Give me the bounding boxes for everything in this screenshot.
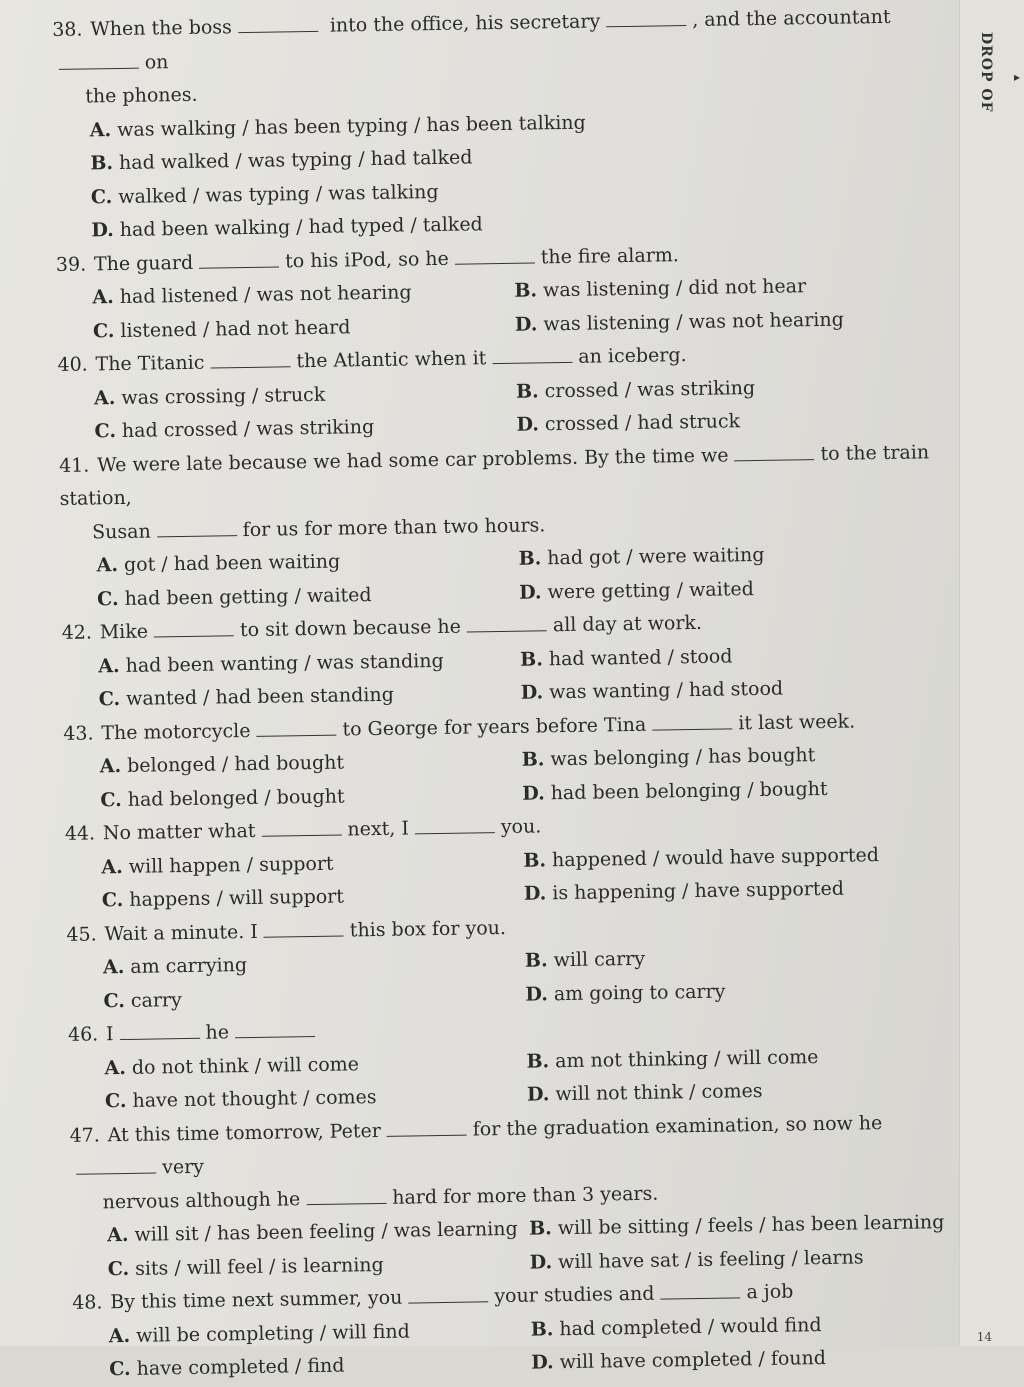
stem-text: it last week. — [738, 709, 856, 734]
option-text: had been getting / waited — [124, 583, 372, 610]
stem-text: to his iPod, so he — [284, 247, 449, 272]
stem-text: all day at work. — [552, 611, 703, 637]
option-d — [531, 1340, 953, 1380]
option-letter: B. — [530, 1317, 554, 1341]
question-46 — [68, 1005, 949, 1119]
question-number: 46. — [67, 1023, 99, 1046]
option-text: belonged / had bought — [127, 751, 345, 777]
question-48 — [72, 1273, 953, 1387]
option-text: is happening / have supported — [552, 877, 845, 905]
option-text: will carry — [553, 947, 646, 972]
option-letter: C. — [97, 587, 119, 610]
stem-text: At this time tomorrow, Peter — [107, 1119, 381, 1146]
stem-text: By this time next summer, you — [110, 1286, 403, 1314]
option-letter: D. — [91, 219, 114, 242]
question-number: 47. — [69, 1123, 101, 1147]
answer-blank — [235, 1035, 315, 1038]
stem-text: this box for you. — [349, 916, 507, 941]
stem-text: Wait a minute. I — [104, 920, 259, 945]
option-letter: A. — [104, 1056, 127, 1079]
answer-blank — [306, 1201, 386, 1204]
answer-blank — [606, 24, 686, 27]
side-tab-arrow-icon: ▸ — [1013, 70, 1020, 84]
question-39 — [56, 235, 937, 349]
stem-text: The guard — [93, 251, 194, 275]
stem-text: the Atlantic when it — [296, 347, 487, 373]
stem-text: to sit down because he — [239, 615, 462, 642]
side-tab-label: DROP OF — [978, 32, 994, 113]
stem-continuation: the phones. — [85, 83, 198, 108]
option-letter: C. — [90, 185, 113, 208]
question-number: 44. — [64, 822, 96, 845]
option-letter: C. — [92, 319, 115, 342]
option-text: will be completing / will find — [135, 1320, 411, 1347]
option-text: was belonging / has bought — [550, 744, 816, 771]
option-text: had got / were waiting — [547, 543, 765, 570]
question-number: 41. — [58, 453, 90, 477]
stem-text: Mike — [99, 620, 149, 644]
question-44 — [65, 804, 946, 918]
option-letter: A. — [108, 1324, 131, 1347]
question-number: 40. — [57, 353, 88, 376]
stem-text: for us for more than two hours. — [242, 513, 546, 541]
question-number: 48. — [72, 1291, 103, 1314]
option-letter: B. — [523, 848, 547, 872]
option-text: crossed / was striking — [544, 376, 756, 402]
option-letter: A. — [98, 654, 120, 677]
option-letter: A. — [99, 755, 122, 778]
option-letter: D. — [523, 882, 547, 905]
answer-blank — [257, 733, 337, 736]
option-letter: D. — [526, 1083, 550, 1106]
answer-blank — [210, 365, 290, 368]
question-42 — [61, 603, 942, 717]
option-letter: A. — [107, 1223, 129, 1247]
option-letter: D. — [531, 1351, 554, 1374]
option-text: will sit / has been feeling / was learning — [134, 1217, 518, 1246]
stem-text: next, I — [347, 817, 410, 841]
question-number: 45. — [66, 922, 97, 946]
option-text: crossed / had struck — [544, 410, 741, 436]
answer-blank — [157, 534, 237, 537]
stem-text: No matter what — [102, 819, 256, 845]
option-letter: B. — [520, 647, 544, 671]
answer-blank — [264, 934, 344, 937]
option-letter: A. — [93, 386, 116, 409]
option-letter: C. — [109, 1357, 131, 1381]
answer-blank — [120, 1037, 200, 1040]
answer-blank — [652, 727, 732, 730]
stem-text: to the train station, — [59, 440, 930, 510]
stem-text: The motorcycle — [101, 719, 251, 744]
answer-blank — [154, 634, 234, 637]
option-text: was listening / was not hearing — [543, 308, 844, 335]
option-text: had been wanting / was standing — [125, 649, 444, 677]
option-text: had crossed / was striking — [121, 415, 375, 442]
option-letter: B. — [90, 152, 114, 175]
question-number: 39. — [55, 252, 87, 276]
stem-text: Susan — [91, 520, 151, 543]
stem-text: into the office, his secretary — [329, 10, 601, 37]
option-text: had been belonging / bought — [550, 777, 828, 804]
stem-text: an iceberg. — [578, 344, 687, 368]
answer-blank — [492, 361, 572, 364]
option-text: sits / will feel / is learning — [134, 1253, 384, 1280]
answer-blank — [387, 1133, 467, 1136]
option-letter: C. — [100, 788, 122, 811]
question-45 — [66, 905, 947, 1019]
option-text: am carrying — [130, 954, 248, 978]
option-text: will have sat / is feeling / learns — [557, 1245, 864, 1273]
option-letter: A. — [102, 955, 125, 979]
answer-blank — [59, 66, 139, 69]
option-letter: D. — [516, 413, 540, 436]
stem-text: you. — [500, 815, 542, 839]
question-number: 38. — [52, 18, 83, 41]
option-text: have completed / find — [136, 1354, 345, 1380]
stem-text: on — [144, 50, 169, 74]
stem-text: The Titanic — [95, 351, 205, 376]
option-letter: C. — [104, 1089, 127, 1113]
answer-blank — [408, 1300, 488, 1303]
answer-blank — [661, 1296, 741, 1299]
answer-blank — [262, 834, 342, 837]
option-text: happened / would have supported — [551, 843, 880, 871]
stem-text: your studies and — [494, 1282, 655, 1308]
stem-text: very — [161, 1155, 205, 1179]
side-tab — [959, 0, 1024, 1346]
option-text: am going to carry — [553, 980, 726, 1005]
answer-blank — [415, 831, 495, 834]
answer-blank — [467, 629, 547, 632]
option-list — [73, 1307, 954, 1387]
option-text: will be sitting / feels / has been learning — [557, 1211, 945, 1240]
option-text: am not thinking / will come — [555, 1045, 819, 1072]
stem-text: to George for years before Tina — [342, 713, 647, 741]
option-letter: D. — [525, 982, 549, 1006]
option-text: will not think / comes — [555, 1079, 763, 1106]
question-43 — [63, 704, 944, 818]
option-letter: C. — [107, 1257, 130, 1280]
question-47 — [69, 1106, 952, 1287]
answer-blank — [199, 265, 279, 268]
answer-blank — [735, 458, 815, 461]
question-38 — [52, 0, 936, 248]
option-text: had listened / was not hearing — [119, 281, 412, 308]
option-letter: B. — [514, 279, 538, 302]
option-letter: D. — [522, 781, 545, 805]
option-text: listened / had not heard — [120, 315, 351, 342]
option-letter: B. — [528, 1217, 552, 1240]
option-text: happens / will support — [129, 885, 345, 911]
option-text: had wanted / stood — [548, 644, 733, 670]
stem-text: a job — [746, 1280, 794, 1304]
option-letter: A. — [101, 855, 123, 878]
answer-blank — [455, 261, 535, 264]
option-text: got / had been waiting — [123, 550, 341, 576]
option-text: had completed / would find — [559, 1313, 822, 1340]
option-letter: A. — [96, 554, 119, 577]
option-text: will happen / support — [128, 852, 334, 878]
option-text: was wanting / had stood — [548, 677, 784, 704]
stem-text: for the graduation examination, so now he — [472, 1111, 883, 1141]
option-letter: A. — [92, 286, 114, 309]
stem-text: When the boss — [90, 16, 232, 41]
option-text: have not thought / comes — [132, 1086, 377, 1112]
option-letter: C. — [94, 420, 117, 443]
option-letter: B. — [515, 379, 539, 403]
stem-text: We were late because we had some car problems. By the time we — [96, 443, 729, 476]
option-text: walked / was typing / was talking — [118, 180, 439, 208]
stem-text: nervous although he — [102, 1187, 301, 1213]
option-letter: D. — [518, 580, 542, 604]
stem-text: the fire alarm. — [540, 243, 680, 268]
option-text: wanted / had been standing — [126, 683, 394, 710]
answer-blank — [76, 1172, 156, 1175]
option-text: was walking / has been typing / has been talking — [117, 111, 586, 141]
stem-text: , and the accountant — [692, 5, 891, 31]
option-c — [109, 1347, 531, 1387]
option-text: had been walking / had typed / talked — [119, 213, 483, 241]
question-list — [52, 0, 953, 1387]
option-text: do not think / will come — [131, 1052, 360, 1079]
page-number: 14 — [976, 1330, 992, 1344]
option-text: was crossing / struck — [121, 383, 326, 409]
option-text: was listening / did not hear — [542, 275, 807, 302]
option-text: had belonged / bought — [127, 785, 345, 811]
option-text: will have completed / found — [559, 1347, 827, 1374]
option-letter: B. — [524, 949, 548, 972]
option-letter: C. — [103, 989, 126, 1012]
option-text: carry — [130, 988, 182, 1012]
option-letter: B. — [518, 547, 542, 570]
stem-text: I — [105, 1023, 114, 1046]
option-list — [54, 101, 936, 249]
option-text: had walked / was typing / had talked — [118, 146, 473, 174]
question-number: 43. — [63, 721, 94, 745]
question-41 — [59, 436, 942, 617]
question-number: 42. — [61, 621, 93, 644]
stem-text: hard for more than 3 years. — [392, 1182, 659, 1209]
option-letter: D. — [514, 312, 538, 336]
answer-blank — [238, 30, 318, 33]
option-text: were getting / waited — [547, 577, 754, 603]
stem-text: he — [205, 1021, 230, 1044]
option-letter: C. — [98, 688, 121, 711]
option-letter: B. — [521, 748, 545, 771]
option-letter: C. — [101, 888, 124, 912]
option-letter: A. — [89, 118, 112, 141]
option-letter: D. — [520, 681, 544, 704]
option-letter: D. — [529, 1250, 553, 1274]
question-40 — [57, 335, 938, 449]
option-letter: B. — [526, 1049, 550, 1073]
